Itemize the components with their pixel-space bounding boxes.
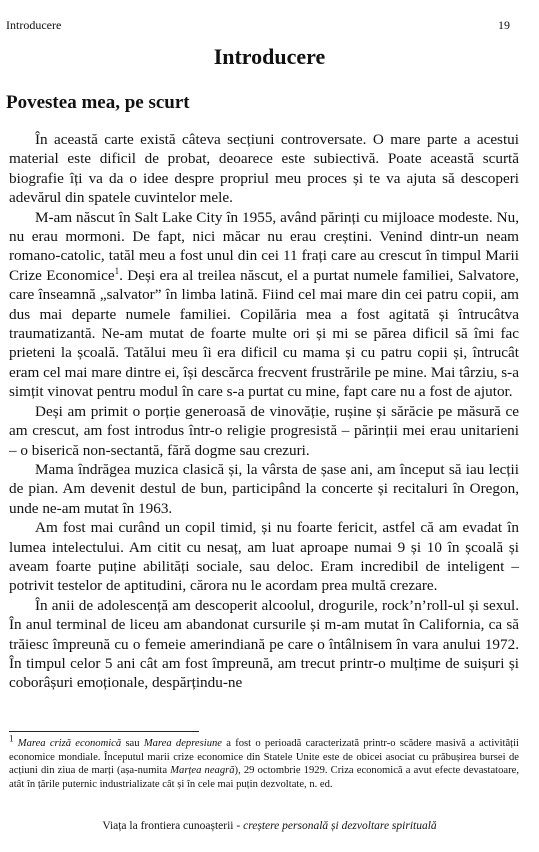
paragraph-1: În această carte există câteva secțiuni controversate. O mare parte a acestui material este dificil de probat, deoarece este subiectivă. Poate această scurtă biografie îți va da o idee despre propriul meu proces și te va ajuta să descoperi adevărul din spatele cuvintelor mele. [9,131,519,207]
body-text [9,130,519,693]
footnote-reference: 1 [114,265,120,276]
footnote-divider [9,731,199,732]
paragraph-4: Mama îndrăgea muzica clasică și, la vârsta de șase ani, am început să iau lecții de pian. Am devenit destul de bun, participând la concerte și recitaluri în Oregon, unde ne-am mutat în 1963. [9,460,519,517]
paragraph-6: În anii de adolescență am descoperit alcoolul, drogurile, rock’n’roll-ul și sexul. În anul terminal de liceu am abandonat cursurile și m-am mutat în California, ca să trăiesc împreună cu o femeie amerindiană pe care o întâlnisem în vara anului 1972. În timpul celor 5 ani cât am fost împreună, am trecut printr-o mulțime de suișuri și coborâșuri emoționale, despărțindu-ne [9,596,519,692]
paragraph-5: Am fost mai curând un copil timid, și nu foarte fericit, astfel că am evadat în lumea intelectului. Am citit cu nesaț, am luat aproape numai 9 și 10 în școală și aveam foarte puține abilități sociale, sau deloc. Eram incredibil de inteligent – potrivit testelor de aptitudini, cărora nu le acordam prea multă crezare. [9,519,519,595]
footnote-text-a: a fost o perioadă caracterizată printr-o scădere masivă a activității economice mondiale. Începutul marii crize economice din Statele Unite este de obicei asociat cu prăbușirea bursei de acțiuni din ziua de marți (așa-numita [9,738,519,777]
page-number: 19 [498,18,510,32]
footnote-number: 1 [9,733,14,744]
footer-book-title: Viața la frontiera cunoașterii - [102,820,244,832]
running-header-chapter: Introducere [6,18,62,32]
section-heading: Povestea mea, pe scurt [6,92,190,113]
footer-subtitle: creștere personală și dezvoltare spirituală [243,820,437,832]
paragraph-2 [9,208,519,402]
running-footer [0,820,539,832]
footnote-term-3: Marțea neagră [170,765,235,777]
page-title: Introducere [213,44,326,69]
footnote-term-2: Marea depresiune [143,738,223,749]
footnote [9,733,519,791]
paragraph-2-part-b: . Deși era al treilea născut, el a purtat numele familiei, Salvatore, care înseamnă „salvator” în limba latină. Fiind cel mai mare din cei patru copii, am dus mai departe numele familiei. Copilăria mea a fost agitată și întrucâtva traumatizantă. Ne-am mutat de foarte multe ori și mi se părea dificil să îmi fac prieteni la școală. Tatălui meu îi era dificil cu mama și cu patru copii și, întrucât eram cel mai mare dintre ei, își descărca frecvent frustrările pe mine. Mai târziu, s-a simțit vinovat pentru modul în care s-a purtat cu mine, fapt care nu a fost de ajutor. [9,266,519,401]
footnote-term-1: Marea criză economică [17,738,122,749]
footnote-text-b: ), 29 octombrie 1929. Criza economică a avut efecte devastatoare, atât în țările puternic industrializate cât și în cele mai puțin dezvoltate, n. ed. [9,765,519,790]
paragraph-3: Deși am primit o porție generoasă de vinovăție, rușine și sărăcie pe măsură ce am crescut, am fost introdus într-o religie progresistă – părinții mei erau unitarieni – o biserică non-sectantă, fără dogme sau crezuri. [9,402,519,459]
footnote-connector: sau [121,738,144,749]
paragraph-2-part-a: M-am născut în Salt Lake City în 1955, având părinți cu mijloace modeste. Nu, nu erau mormoni. De fapt, nici măcar nu erau creștini. Venind dintr-un neam romano-catolic, tatăl meu a fost unul din cei 11 frați care au crescut în timpul Marii Crize Economice [9,208,519,284]
